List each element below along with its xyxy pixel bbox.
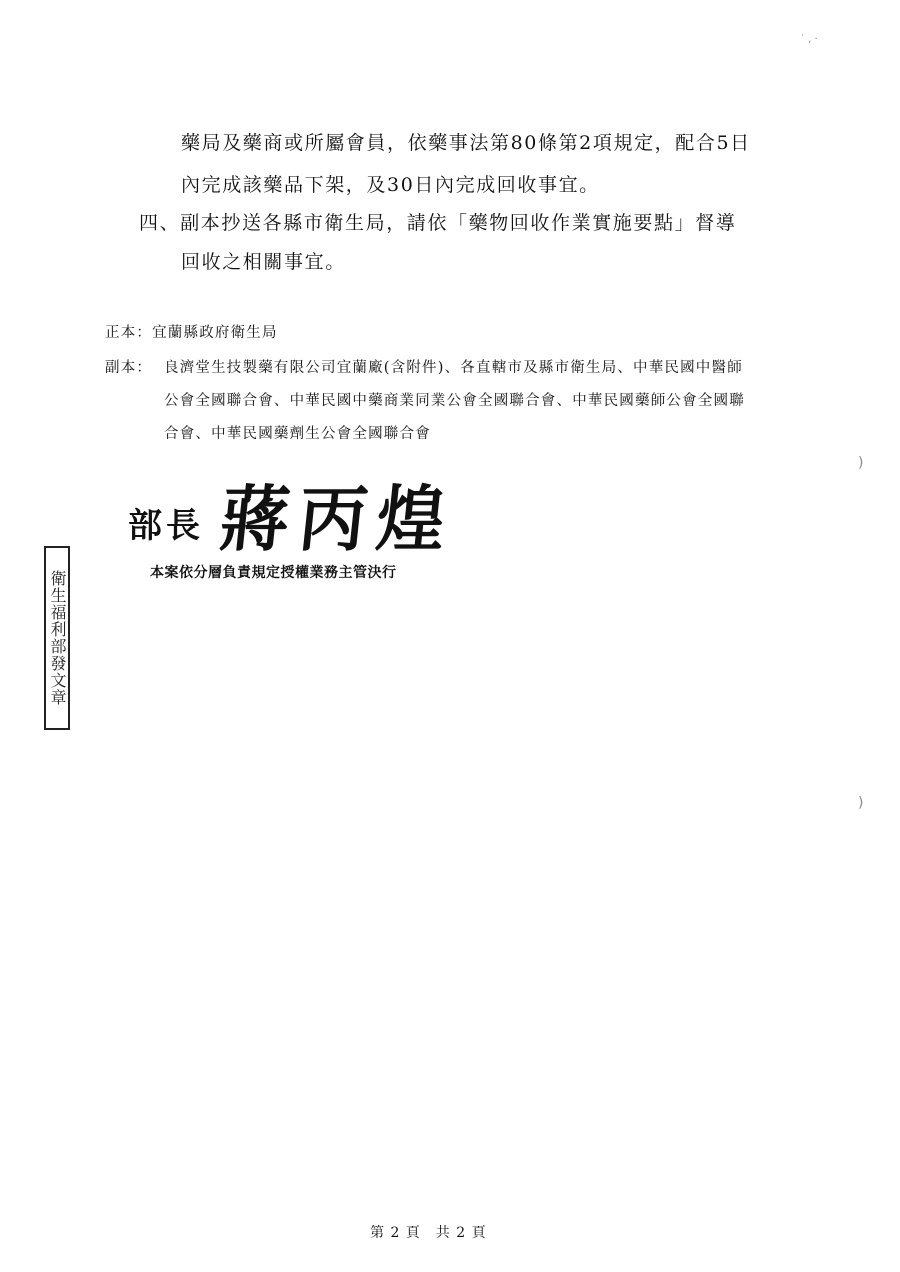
main-recipient — [105, 321, 278, 342]
official-seal-stamp — [44, 546, 70, 730]
body-line-4: 回收之相關事宜。 — [181, 251, 346, 273]
body-line-3: 四、副本抄送各縣市衛生局，請依「藥物回收作業實施要點」督導 — [139, 212, 737, 234]
page-number: 第 2 頁 共 2 頁 — [370, 1225, 487, 1241]
delegation-note: 本案依分層負責規定授權業務主管決行 — [150, 565, 397, 581]
cc-line-3: 合會、中華民國藥劑生公會全國聯合會 — [164, 426, 431, 442]
seal-text: 衛生福利部發文章 — [48, 570, 67, 706]
scan-speck: ) — [858, 455, 864, 471]
signer-title: 部長 — [128, 506, 204, 546]
scan-speck: ) — [858, 795, 864, 811]
body-line-1: 藥局及藥商或所屬會員，依藥事法第80條第2項規定，配合5日 — [181, 132, 751, 154]
cc-line-2: 公會全國聯合會、中華民國中藥商業同業公會全國聯合會、中華民國藥師公會全國聯 — [164, 393, 745, 409]
scan-speck: ˙ ‚ · — [800, 34, 818, 45]
main-recipient-value: 宜蘭縣政府衛生局 — [152, 325, 278, 341]
signer-name-signature: 蔣丙煌 — [216, 477, 460, 562]
cc-label: 副本： — [105, 360, 153, 376]
body-line-2: 內完成該藥品下架，及30日內完成回收事宜。 — [181, 174, 600, 196]
cc-line-1: 良濟堂生技製藥有限公司宜蘭廠(含附件)、各直轄市及縣市衛生局、中華民國中醫師 — [164, 360, 743, 376]
main-recipient-label: 正本： — [105, 325, 153, 341]
